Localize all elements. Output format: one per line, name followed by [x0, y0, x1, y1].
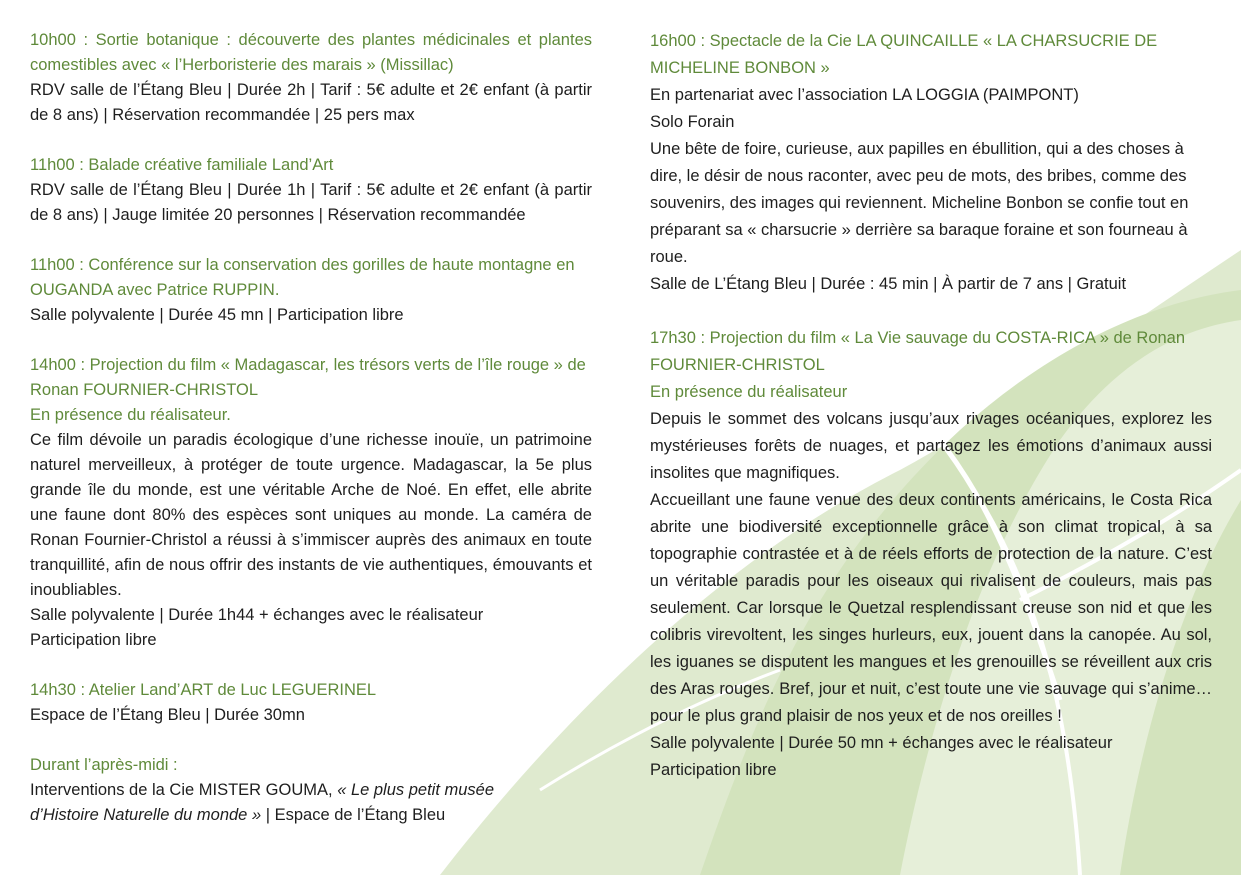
event-heading: 14h00 : Projection du film « Madagascar, les trésors verts de l’île rouge » de Ronan FOURNIER-CHRISTOL [30, 356, 586, 399]
details-prefix: Interventions de la Cie MISTER GOUMA, [30, 781, 338, 799]
event-conference-gorilles [30, 253, 592, 328]
event-heading: 10h00 : Sortie botanique : découverte des plantes médicinales et plantes comestibles avec « l’Herboristerie des marais » (Missillac) [30, 31, 592, 74]
event-film-madagascar [30, 353, 592, 653]
event-genre: Solo Forain [650, 113, 735, 131]
event-description: Une bête de foire, curieuse, aux papilles en ébullition, qui a des choses à dire, le désir de nous raconter, avec peu de mots, des bribes, comme des souvenirs, des images qui reviennent. Micheline Bonbon se confie tout en préparant sa « charsucrie » derrière sa baraque foraine et son fourneau à roue. [650, 140, 1189, 266]
event-botanique [30, 28, 592, 128]
event-subheading: En présence du réalisateur [650, 383, 848, 401]
right-column [650, 28, 1212, 811]
event-description: Depuis le sommet des volcans jusqu’aux rivages océaniques, explorez les mystérieuses forêts de nuages, et partagez les émotions d’animaux aussi insolites que magnifiques. [650, 410, 1212, 482]
event-details: Salle de L’Étang Bleu | Durée : 45 min | À partir de 7 ans | Gratuit [650, 275, 1127, 293]
left-column [30, 28, 592, 853]
event-details: Espace de l’Étang Bleu | Durée 30mn [30, 706, 305, 724]
event-description: Ce film dévoile un paradis écologique d’une richesse inouïe, un patrimoine naturel merveilleux, à protéger de toute urgence. Madagascar, la 5e plus grande île du monde, est une véritable Arche de Noé. En effet, elle abrite une faune dont 80% des espèces sont uniques au monde. La caméra de Ronan Fournier-Christol a réussi à s’immiscer auprès des animaux en toute tranquillité, afin de nous offrir des instants de vie authentiques, émouvants et inoubliables. [30, 431, 592, 599]
event-heading: 11h00 : Balade créative familiale Land’Art [30, 156, 334, 174]
event-details: Salle polyvalente | Durée 45 mn | Participation libre [30, 306, 404, 324]
event-details: RDV salle de l’Étang Bleu | Durée 2h | Tarif : 5€ adulte et 2€ enfant (à partir de 8 ans) | Réservation recommandée | 25 pers max [30, 81, 592, 124]
event-subheading: En présence du réalisateur. [30, 406, 231, 424]
event-details: RDV salle de l’Étang Bleu | Durée 1h | Tarif : 5€ adulte et 2€ enfant (à partir de 8 ans) | Jauge limitée 20 personnes | Réservation recommandée [30, 181, 592, 224]
event-heading: 16h00 : Spectacle de la Cie LA QUINCAILLE « LA CHARSUCRIE DE MICHELINE BONBON » [650, 32, 1158, 77]
event-atelier-landart [30, 678, 592, 728]
event-description-2: Accueillant une faune venue des deux continents américains, le Costa Rica abrite une biodiversité exceptionnelle grâce à son climat tropical, à sa topographie contrastée et à de réels efforts de protection de la nature. C’est un véritable paradis pour les oiseaux qui rivalisent de couleurs, mais pas seulement. Car lorsque le Quetzal resplendissant creuse son nid et que les colibris virevoltent, les singes hurleurs, eux, jouent dans la canopée. Au sol, les iguanes se disputent les mangues et les grenouilles se réveillent aux cris des Aras rouges. Bref, jour et nuit, c’est toute une vie sauvage qui s’anime… pour le plus grand plaisir de nos yeux et de nos oreilles ! [650, 491, 1212, 725]
event-details [30, 778, 520, 828]
event-apres-midi [30, 753, 592, 828]
details-suffix: | Espace de l’Étang Bleu [261, 806, 446, 824]
event-heading: 17h30 : Projection du film « La Vie sauvage du COSTA-RICA » de Ronan FOURNIER-CHRISTOL [650, 329, 1186, 374]
event-spectacle-quincaille [650, 28, 1212, 298]
show-title: « Le plus petit musée d’Histoire Naturelle du monde » [30, 781, 495, 824]
event-heading: Durant l’après-midi : [30, 756, 178, 774]
event-details: Salle polyvalente | Durée 50 mn + échanges avec le réalisateur [650, 734, 1113, 752]
event-heading: 14h30 : Atelier Land’ART de Luc LEGUERINEL [30, 681, 377, 699]
event-details-2: Participation libre [30, 631, 157, 649]
event-landart-balade [30, 153, 592, 228]
event-partner: En partenariat avec l’association LA LOGGIA (PAIMPONT) [650, 86, 1079, 104]
event-details-2: Participation libre [650, 761, 777, 779]
event-film-costa-rica [650, 325, 1212, 784]
event-details: Salle polyvalente | Durée 1h44 + échanges avec le réalisateur [30, 606, 484, 624]
event-heading: 11h00 : Conférence sur la conservation des gorilles de haute montagne en OUGANDA avec Patrice RUPPIN. [30, 256, 575, 299]
